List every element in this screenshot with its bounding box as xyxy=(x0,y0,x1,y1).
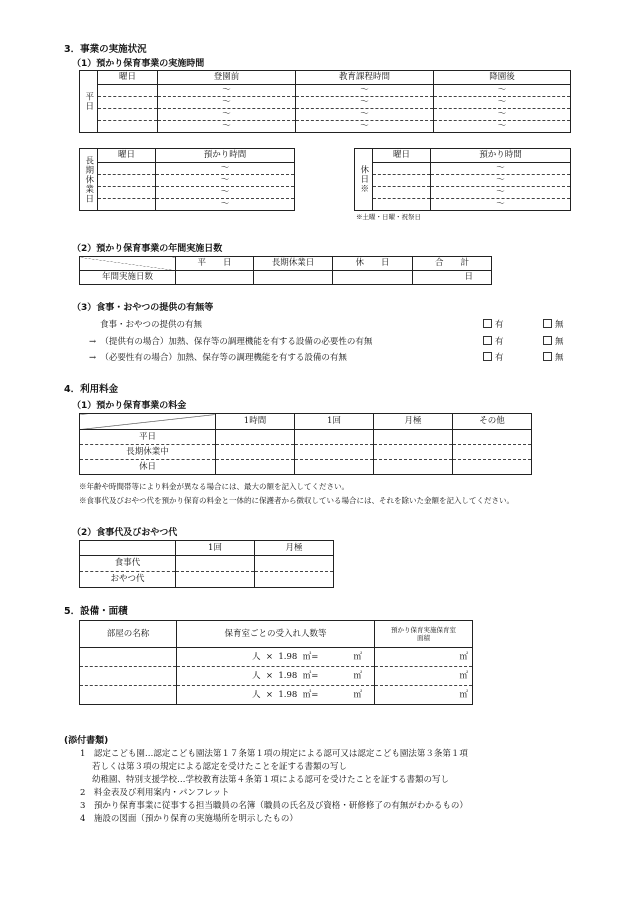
holiday-days-input[interactable] xyxy=(333,271,413,285)
sqm-unit: ㎡ xyxy=(459,651,468,662)
tilde: 〜 xyxy=(434,109,571,121)
sqm-equals: ㎡= xyxy=(302,651,319,662)
sqm-unit: ㎡ xyxy=(353,651,362,662)
fee-cell[interactable] xyxy=(216,445,295,460)
col-long-break: 長期休業日 xyxy=(254,257,333,271)
fee-cell[interactable] xyxy=(216,430,295,445)
col-class: 教育課程時間 xyxy=(296,71,434,85)
capacity-formula[interactable] xyxy=(177,686,375,705)
fee-note: ※年齢や時間帯等により料金が異なる場合には、最大の額を記入してください。 xyxy=(79,482,349,491)
factor: 1.98 xyxy=(278,689,298,700)
section3-sub1: （1）預かり保育事業の実施時間 xyxy=(72,59,205,69)
fee-cell[interactable] xyxy=(453,445,532,460)
meal-no-checkbox[interactable] xyxy=(543,318,564,330)
meal-item-text: → （必要性有の場合）加熱、保存等の調理機能を有する設備の有無 xyxy=(89,353,347,363)
weekday-cell[interactable] xyxy=(98,163,156,175)
fee-cell[interactable] xyxy=(255,556,334,572)
tilde: 〜 xyxy=(156,163,295,175)
checkbox-icon[interactable] xyxy=(543,319,552,328)
tilde: 〜 xyxy=(296,85,434,97)
food-fee-table xyxy=(79,540,334,588)
cooking-need-yes-checkbox[interactable] xyxy=(483,335,504,347)
weekday-hours-table xyxy=(79,70,571,133)
holiday-row-label: 休日※ xyxy=(355,149,373,211)
sqm-equals: ㎡= xyxy=(302,670,319,681)
capacity-formula[interactable] xyxy=(177,648,375,667)
fee-row-long-break: 長期休業中 xyxy=(80,445,216,460)
checkbox-icon[interactable] xyxy=(483,352,492,361)
col-after: 降園後 xyxy=(434,71,571,85)
weekday-cell[interactable] xyxy=(98,175,156,187)
person-unit: 人 xyxy=(251,689,261,700)
sqm-unit: ㎡ xyxy=(353,689,362,700)
fee-cell[interactable] xyxy=(453,430,532,445)
section4-sub1: （1）預かり保育事業の料金 xyxy=(72,401,187,411)
tilde: 〜 xyxy=(158,85,296,97)
col-holiday: 休 日 xyxy=(333,257,413,271)
fee-cell[interactable] xyxy=(216,460,295,475)
weekday-cell[interactable] xyxy=(373,187,431,199)
weekday-cell[interactable] xyxy=(98,109,158,121)
section5-title: 5．設備・面積 xyxy=(64,606,128,617)
fee-cell[interactable] xyxy=(295,430,374,445)
col-monthly: 月極 xyxy=(374,414,453,430)
section3-title: 3．事業の実施状況 xyxy=(64,44,147,55)
yes-label: 有 xyxy=(495,337,504,347)
tilde: 〜 xyxy=(296,97,434,109)
weekday-cell[interactable] xyxy=(98,187,156,199)
no-label: 無 xyxy=(555,320,564,330)
tilde: 〜 xyxy=(158,97,296,109)
col-room-name: 部屋の名称 xyxy=(80,621,177,648)
corner-cell xyxy=(80,541,176,556)
checkbox-icon[interactable] xyxy=(543,336,552,345)
cooking-equip-no-checkbox[interactable] xyxy=(543,351,564,363)
fee-cell[interactable] xyxy=(374,430,453,445)
col-total: 合 計 xyxy=(413,257,492,271)
sqm-unit: ㎡ xyxy=(459,689,468,700)
col-capacity: 保育室ごとの受入れ人数等 xyxy=(177,621,375,648)
tilde: 〜 xyxy=(296,109,434,121)
times-sign: × xyxy=(265,670,273,681)
meal-item-text: → （提供有の場合）加熱、保存等の調理機能を有する設備の必要性の有無 xyxy=(89,337,373,347)
fee-table xyxy=(79,413,532,475)
checkbox-icon[interactable] xyxy=(483,319,492,328)
col-1time: 1回 xyxy=(176,541,255,556)
weekday-cell[interactable] xyxy=(98,97,158,109)
tilde: 〜 xyxy=(434,121,571,133)
annual-days-table xyxy=(79,256,492,285)
room-name-cell[interactable] xyxy=(80,667,177,686)
tilde: 〜 xyxy=(434,97,571,109)
no-label: 無 xyxy=(555,337,564,347)
col-area: 預かり保育実施保育室面積 xyxy=(375,621,473,648)
section4-sub2: （2）食事代及びおやつ代 xyxy=(72,528,178,538)
no-label: 無 xyxy=(555,353,564,363)
holiday-hours-table xyxy=(354,148,571,211)
area-cell[interactable] xyxy=(375,648,473,667)
tilde: 〜 xyxy=(434,85,571,97)
col-weekday: 曜日 xyxy=(98,149,156,163)
cooking-need-no-checkbox[interactable] xyxy=(543,335,564,347)
weekday-row-label: 平日 xyxy=(80,71,98,133)
col-monthly: 月極 xyxy=(255,541,334,556)
tilde: 〜 xyxy=(156,175,295,187)
col-weekday: 平 日 xyxy=(176,257,254,271)
col-hours: 預かり時間 xyxy=(156,149,295,163)
sqm-equals: ㎡= xyxy=(302,689,319,700)
cooking-equip-yes-checkbox[interactable] xyxy=(483,351,504,363)
weekday-cell[interactable] xyxy=(98,121,158,133)
corner-cell xyxy=(80,257,176,271)
attachment-item: 4 施設の図面（預かり保育の実施場所を明示したもの） xyxy=(80,814,298,824)
attachment-item: 1 認定こども園…認定こども園法第１７条第１項の規定による認可又は認定こども園法第３条第１項 xyxy=(80,749,468,759)
total-days-unit: 日 xyxy=(413,271,492,285)
tilde: 〜 xyxy=(156,187,295,199)
sqm-unit: ㎡ xyxy=(459,670,468,681)
tilde: 〜 xyxy=(431,175,571,187)
attachment-item: 3 預かり保育事業に従事する担当職員の名簿（職員の氏名及び資格・研修修了の有無がわかるもの） xyxy=(80,801,468,811)
factor: 1.98 xyxy=(278,651,298,662)
section3-sub3: （3）食事・おやつの提供の有無等 xyxy=(72,303,214,313)
long-break-row-label: 長期休業日 xyxy=(80,149,98,211)
person-unit: 人 xyxy=(251,670,261,681)
col-1hour: 1時間 xyxy=(216,414,295,430)
weekday-cell[interactable] xyxy=(98,199,156,211)
attachment-item: 2 料金表及び利用案内・パンフレット xyxy=(80,788,230,798)
facility-table xyxy=(79,620,473,705)
section3-sub2: （2）預かり保育事業の年間実施日数 xyxy=(72,244,223,254)
weekday-cell[interactable] xyxy=(373,199,431,211)
col-1time: 1回 xyxy=(295,414,374,430)
times-sign: × xyxy=(265,651,273,662)
fee-cell[interactable] xyxy=(374,460,453,475)
tilde: 〜 xyxy=(296,121,434,133)
col-weekday: 曜日 xyxy=(373,149,431,163)
fee-cell[interactable] xyxy=(176,556,255,572)
weekday-days-input[interactable] xyxy=(176,271,254,285)
area-cell[interactable] xyxy=(375,667,473,686)
weekday-cell[interactable] xyxy=(373,163,431,175)
attachment-item: 幼稚園、特別支援学校…学校教育法第４条第１項による認可を受けたことを証する書類の写し xyxy=(92,775,450,785)
weekday-cell[interactable] xyxy=(373,175,431,187)
capacity-formula[interactable] xyxy=(177,667,375,686)
room-name-cell[interactable] xyxy=(80,686,177,705)
col-before: 登園前 xyxy=(158,71,296,85)
checkbox-icon[interactable] xyxy=(483,336,492,345)
attachment-item: 若しくは第３項の規定による認定を受けたことを証する書類の写し xyxy=(92,762,348,772)
tilde: 〜 xyxy=(431,163,571,175)
factor: 1.98 xyxy=(278,670,298,681)
yes-label: 有 xyxy=(495,353,504,363)
attachments-title: (添付書類) xyxy=(64,736,109,746)
person-unit: 人 xyxy=(251,651,261,662)
corner-cell xyxy=(80,414,216,430)
tilde: 〜 xyxy=(158,121,296,133)
fee-cell[interactable] xyxy=(295,460,374,475)
fee-cell[interactable] xyxy=(453,460,532,475)
long-break-days-input[interactable] xyxy=(254,271,333,285)
annual-days-label: 年間実施日数 xyxy=(80,271,176,285)
long-break-hours-table xyxy=(79,148,295,211)
weekday-cell[interactable] xyxy=(98,85,158,97)
area-cell[interactable] xyxy=(375,686,473,705)
section4-title: 4．利用料金 xyxy=(64,384,119,395)
checkbox-icon[interactable] xyxy=(543,352,552,361)
fee-note: ※食事代及びおやつ代を預かり保育の料金と一体的に保護者から徴収している場合には、それを除いた金額を記入してください。 xyxy=(79,496,514,505)
meal-item-text: 食事・おやつの提供の有無 xyxy=(100,320,203,330)
holiday-note: ※土曜・日曜・祝祭日 xyxy=(356,213,421,221)
fee-cell[interactable] xyxy=(374,445,453,460)
tilde: 〜 xyxy=(431,187,571,199)
tilde: 〜 xyxy=(431,199,571,211)
fee-cell[interactable] xyxy=(255,572,334,588)
tilde: 〜 xyxy=(158,109,296,121)
yes-label: 有 xyxy=(495,320,504,330)
col-other: その他 xyxy=(453,414,532,430)
food-row-snack: おやつ代 xyxy=(80,572,176,588)
fee-row-holiday: 休日 xyxy=(80,460,216,475)
fee-row-weekday: 平日 xyxy=(80,430,216,445)
meal-yes-checkbox[interactable] xyxy=(483,318,504,330)
room-name-cell[interactable] xyxy=(80,648,177,667)
food-row-meal: 食事代 xyxy=(80,556,176,572)
sqm-unit: ㎡ xyxy=(353,670,362,681)
times-sign: × xyxy=(265,689,273,700)
fee-cell[interactable] xyxy=(295,445,374,460)
col-weekday: 曜日 xyxy=(98,71,158,85)
fee-cell[interactable] xyxy=(176,572,255,588)
tilde: 〜 xyxy=(156,199,295,211)
col-hours: 預かり時間 xyxy=(431,149,571,163)
